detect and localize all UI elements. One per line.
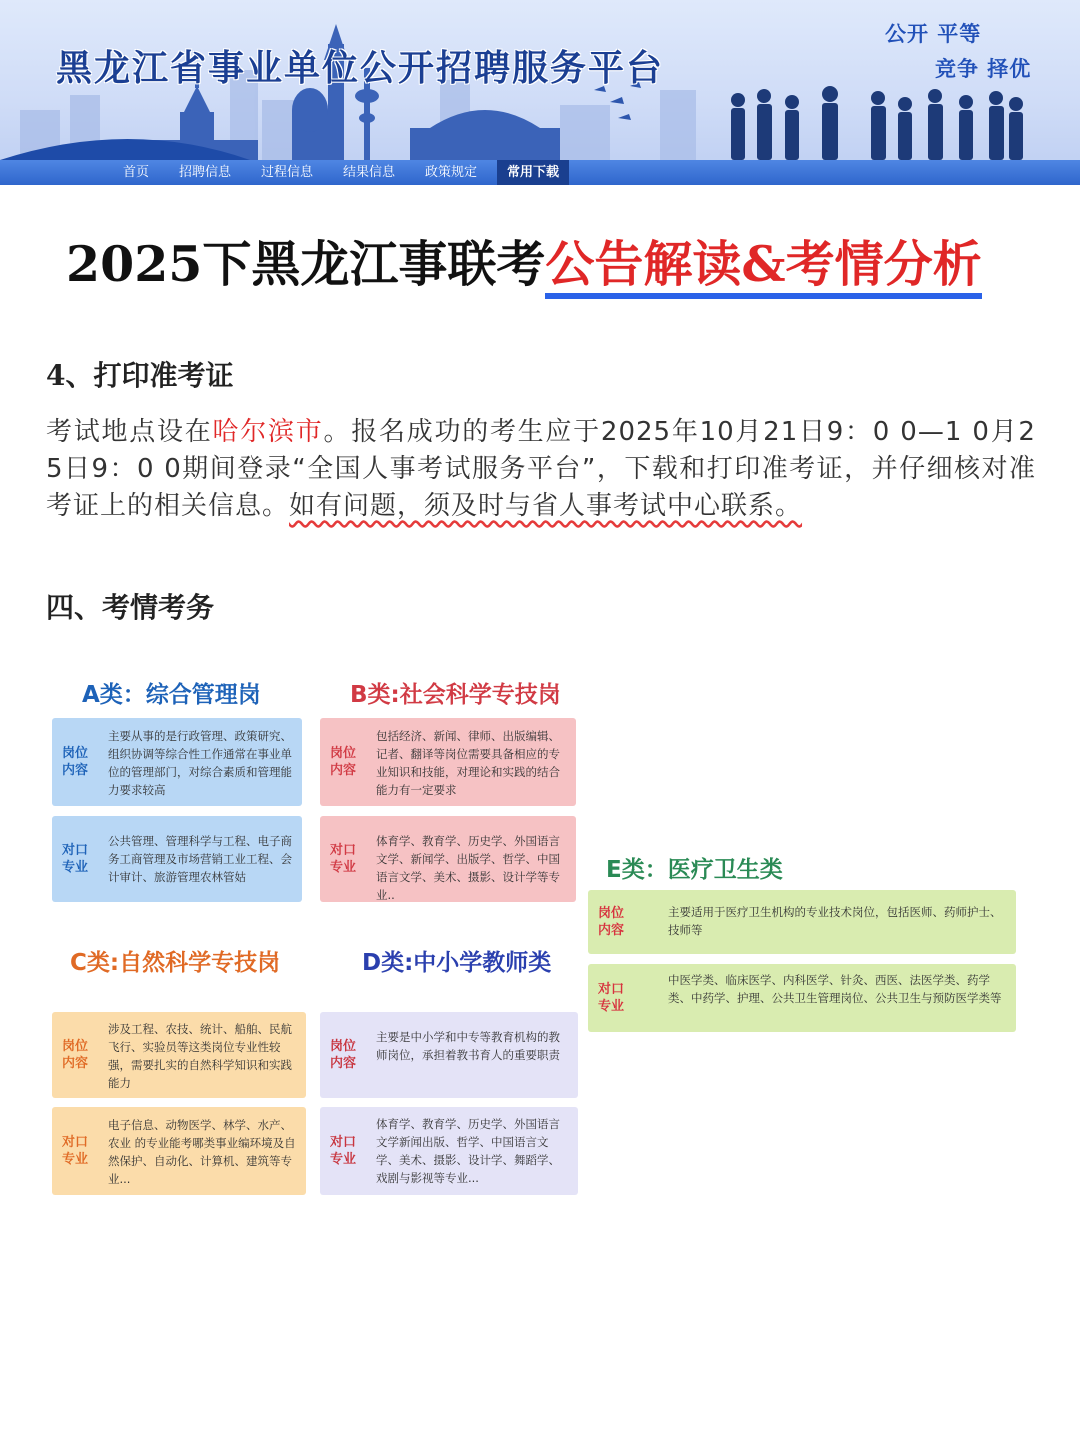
slogan-line-1: 公开 平等 [885,22,982,46]
category-e-major-text: 中医学类、临床医学、内科医学、针灸、西医、法医学类、药学类、中药学、护理、公共卫生管理岗位、公共卫生与预防医学类等 [668,973,1002,1005]
section-heading-exam-info: 四、考情考务 [46,591,215,624]
category-d-duty-text: 主要是中小学和中专等教育机构的教师岗位，承担着教书育人的重要职责 [376,1030,560,1062]
category-b-major-card [320,816,576,902]
major-label: 对口 专业 [329,843,356,875]
duty-label: 岗位 内容 [61,746,88,778]
category-a-major-text: 公共管理、管理科学与工程、电子商务工商管理及市场营销工业工程、会计审计、旅游管理农林管姑 [108,834,292,884]
header-banner [0,0,1080,185]
category-b-title: B类:社会科学专技岗 [350,682,561,708]
exam-city: 哈尔滨市 [212,417,324,447]
category-b-duty-text: 包括经济、新闻、律师、出版编辑、记者、翻译等岗位需要具备相应的专业知识和技能，对理论和实践的结合能力有一定要求 [376,729,560,797]
nav-policy[interactable]: 政策规定 [425,165,478,180]
category-e-title: E类：医疗卫生类 [606,857,783,883]
major-label: 对口 专业 [597,982,624,1014]
paragraph-text-2: 。报名成功的考生应于2025年10月21日9：0 0—1 0月2 5日9：0 0期间登录“全国人事考试服务平台”，下载和打印准考证，并仔细核对准考证上的相关信息。 [46,417,1036,521]
category-c-major-text: 电子信息、动物医学、林学、水产、农业 的专业能考哪类事业编环境及自然保护、自动化、计算机、建筑等专业... [108,1118,296,1186]
nav-bar [0,160,1080,185]
category-a-duty-text: 主要从事的是行政管理、政策研究、组织协调等综合性工作通常在事业单位的管理部门，对综合素质和管理能力要求较高 [108,729,292,797]
category-e-duty-card [588,890,1016,954]
nav-result-info[interactable]: 结果信息 [343,165,396,180]
nav-downloads[interactable]: 常用下载 [497,160,569,185]
nav-home[interactable]: 首页 [123,165,150,180]
category-b-major-text: 体育学、教育学、历史学、外国语言文学、新闻学、出版学、哲学、中国语言文学、美术、摄影、设计学等专业.. [376,834,560,902]
duty-label: 岗位 内容 [329,1039,356,1071]
nav-recruitment-info[interactable]: 招聘信息 [179,165,232,180]
major-label: 对口 专业 [61,843,88,875]
category-d-duty-card [320,1012,578,1098]
category-a-title: A类：综合管理岗 [82,682,261,708]
page-title-prefix: 2025下黑龙江事联考 [66,235,546,293]
site-title: 黑龙江省事业单位公开招聘服务平台 [56,48,665,89]
paragraph-text-1: 考试地点设在 [46,417,213,447]
category-c-title: C类:自然科学专技岗 [70,950,281,976]
category-e-duty-text: 主要适用于医疗卫生机构的专业技术岗位，包括医师、药师护士、技师等 [668,905,1002,937]
category-a-duty-card [52,718,302,806]
category-a-major-card [52,816,302,902]
page-title-highlight: 公告解读&考情分析 [545,235,981,299]
category-c-duty-card [52,1012,306,1098]
category-b-duty-card [320,718,576,806]
category-d-title: D类:中小学教师类 [362,950,552,976]
slogan-line-2: 竞争 择优 [935,57,1032,81]
category-e-major-card [588,964,1016,1032]
duty-label: 岗位 内容 [597,906,624,938]
category-c-duty-text: 涉及工程、农技、统计、船舶、民航飞行、实验员等这类岗位专业性较强，需要扎实的自然科学知识和实践能力 [108,1022,292,1090]
duty-label: 岗位 内容 [329,746,356,778]
category-d-major-text: 体育学、教育学、历史学、外国语言文学新闻出版、哲学、中国语言文学、美术、摄影、设计学、舞蹈学、戏剧与影视等专业... [376,1117,560,1185]
major-label: 对口 专业 [329,1135,356,1167]
page-title [66,232,982,296]
category-c-major-card [52,1107,306,1195]
duty-label: 岗位 内容 [61,1039,88,1071]
nav-process-info[interactable]: 过程信息 [261,165,314,180]
category-d-major-card [320,1107,578,1195]
major-label: 对口 专业 [61,1135,88,1167]
section-heading-admission-ticket: 4、打印准考证 [46,359,234,392]
admission-ticket-paragraph [46,414,1036,525]
paragraph-text-3: 如有问题，须及时与省人事考试中心联系。 [289,491,803,521]
